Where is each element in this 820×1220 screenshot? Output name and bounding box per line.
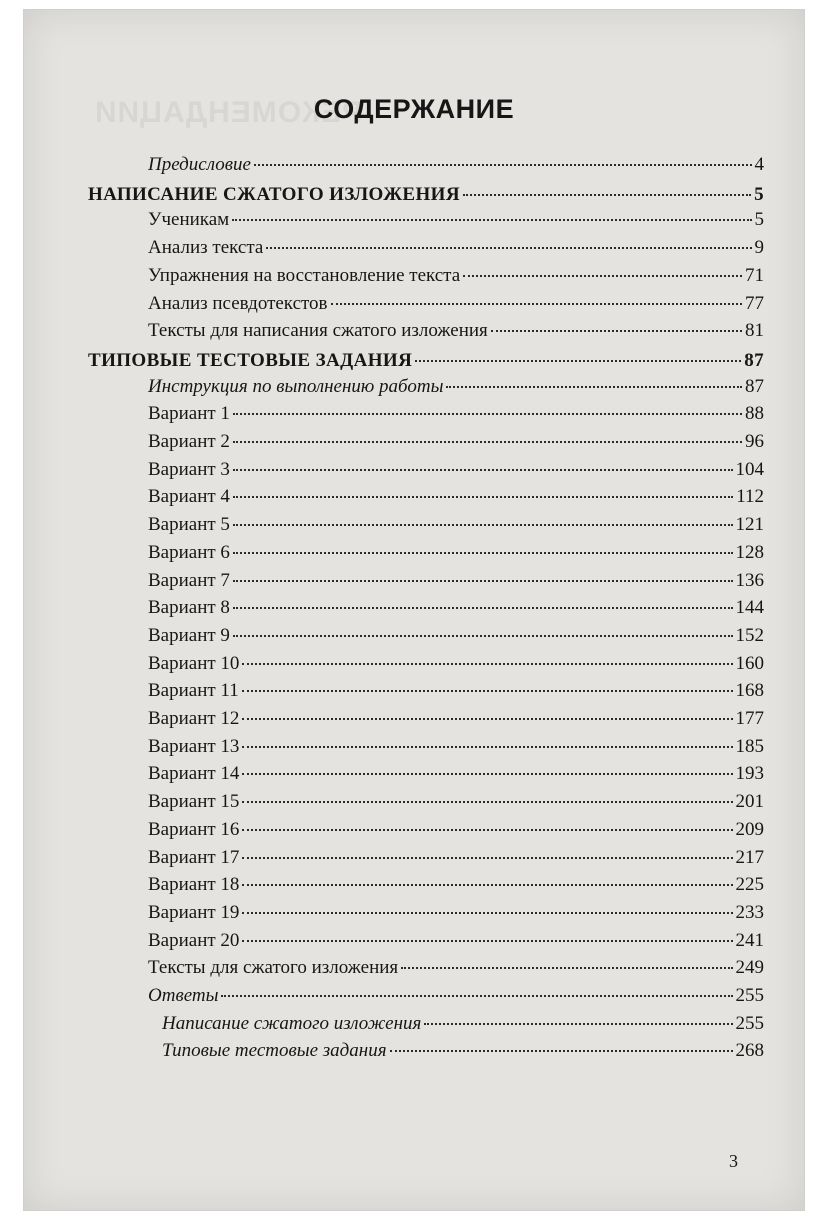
toc-entry [148, 318, 764, 344]
page-title: СОДЕРЖАНИЕ [313, 94, 515, 124]
toc-entry [148, 291, 764, 317]
toc-entry [148, 845, 764, 871]
toc-entry [148, 872, 764, 898]
toc-entry-page: 233 [735, 902, 764, 923]
toc-entry-page: 241 [735, 930, 764, 951]
dot-leader [233, 441, 742, 443]
toc-entry-page: 268 [735, 1040, 764, 1061]
dot-leader [233, 580, 733, 582]
toc-entry-page: 185 [735, 736, 764, 757]
toc-entry [148, 928, 764, 954]
dot-leader [242, 912, 732, 914]
show-through-text: РЕКОМЕНДАЦИИ [94, 96, 363, 129]
dot-leader [242, 884, 732, 886]
toc-entry [148, 761, 764, 787]
dot-leader [233, 607, 733, 609]
toc-entry-page: 255 [735, 985, 764, 1006]
dot-leader [242, 829, 732, 831]
toc-entry-page: 255 [735, 1013, 764, 1034]
toc-entry [148, 540, 764, 566]
toc-entry-page: 104 [735, 459, 764, 480]
dot-leader [242, 857, 732, 859]
toc-entry [148, 678, 764, 704]
toc-entry-page: 225 [735, 874, 764, 895]
toc-entry-page: 168 [735, 680, 764, 701]
toc-entry-page: 193 [735, 763, 764, 784]
toc-entry-label: Вариант 16 [148, 819, 240, 840]
toc-entry [148, 623, 764, 649]
dot-leader [242, 746, 732, 748]
toc-entry-page: 5 [754, 209, 764, 230]
toc-entry-label: Тексты для сжатого изложения [148, 957, 399, 978]
toc-entry-page: 4 [754, 154, 764, 175]
toc-entry-label: Ученикам [148, 209, 230, 230]
toc-entry-label: ТИПОВЫЕ ТЕСТОВЫЕ ЗАДАНИЯ [88, 350, 413, 371]
toc-entry [148, 651, 764, 677]
dot-leader [233, 496, 733, 498]
dot-leader [242, 718, 732, 720]
toc-entry-page: 112 [736, 486, 764, 507]
toc-entry-label: Вариант 4 [148, 486, 230, 507]
dot-leader [491, 330, 742, 332]
toc-entry-label: Вариант 13 [148, 736, 240, 757]
dot-leader [266, 247, 751, 249]
toc-entry-page: 121 [735, 514, 764, 535]
dot-leader [233, 413, 742, 415]
toc-entry [148, 983, 764, 1009]
dot-leader [232, 219, 751, 221]
toc-entry-label: Вариант 19 [148, 902, 240, 923]
toc-entry [148, 706, 764, 732]
toc-entry [148, 401, 764, 427]
toc-entry-label: Вариант 9 [148, 625, 230, 646]
toc-entry [148, 457, 764, 483]
toc-entry-page: 87 [745, 376, 764, 397]
toc-entry-page: 71 [745, 265, 764, 286]
toc-entry-page: 209 [735, 819, 764, 840]
toc-entry [162, 1011, 764, 1037]
toc-entry-page: 249 [735, 957, 764, 978]
toc-entry [148, 207, 764, 233]
toc-entry-page: 77 [745, 293, 764, 314]
toc-entry-label: Анализ текста [148, 237, 264, 258]
toc-entry-label: Инструкция по выполнению работы [148, 376, 444, 397]
dot-leader [221, 995, 732, 997]
toc-entry-page: 81 [745, 320, 764, 341]
toc-entry-page: 88 [745, 403, 764, 424]
toc-entry-page: 9 [754, 237, 764, 258]
dot-leader [233, 635, 733, 637]
dot-leader [254, 164, 752, 166]
dot-leader [242, 773, 732, 775]
toc-entry [88, 348, 764, 374]
toc-entry [148, 789, 764, 815]
toc-entry [148, 568, 764, 594]
toc-entry-label: Вариант 11 [148, 680, 239, 701]
toc-entry [148, 595, 764, 621]
toc-entry-label: Вариант 7 [148, 570, 230, 591]
toc-entry [162, 1038, 764, 1064]
book-page [24, 10, 804, 1210]
toc-entry-label: Вариант 20 [148, 930, 240, 951]
toc-entry [148, 152, 764, 178]
toc-entry [148, 235, 764, 261]
toc-entry [148, 955, 764, 981]
toc-entry-label: Вариант 10 [148, 653, 240, 674]
toc-entry-label: НАПИСАНИЕ СЖАТОГО ИЗЛОЖЕНИЯ [88, 184, 460, 205]
toc-entry-page: 96 [745, 431, 764, 452]
page-number: 3 [729, 1151, 738, 1171]
dot-leader [233, 552, 733, 554]
toc-entry-label: Упражнения на восстановление текста [148, 265, 461, 286]
dot-leader [415, 360, 741, 362]
toc-entry [148, 429, 764, 455]
toc-entry [148, 512, 764, 538]
toc-entry [148, 374, 764, 400]
toc-entry-label: Предисловие [148, 154, 251, 175]
toc-entry-label: Вариант 17 [148, 847, 240, 868]
toc-entry-page: 87 [744, 350, 764, 371]
toc-entry-label: Вариант 18 [148, 874, 240, 895]
toc-entry [148, 263, 764, 289]
toc-entry [148, 734, 764, 760]
toc-entry-label: Вариант 15 [148, 791, 240, 812]
toc-entry-page: 5 [754, 184, 764, 205]
dot-leader [233, 524, 733, 526]
toc-entry-label: Вариант 6 [148, 542, 230, 563]
dot-leader [242, 663, 732, 665]
dot-leader [242, 690, 733, 692]
dot-leader [446, 386, 742, 388]
toc-entry-label: Вариант 5 [148, 514, 230, 535]
toc-entry-label: Типовые тестовые задания [162, 1040, 387, 1061]
toc-entry-label: Вариант 12 [148, 708, 240, 729]
dot-leader [242, 801, 732, 803]
toc-entry [148, 484, 764, 510]
toc-entry-page: 201 [735, 791, 764, 812]
toc-entry-page: 128 [735, 542, 764, 563]
toc-entry-label: Вариант 3 [148, 459, 230, 480]
toc-entry-label: Анализ псевдотекстов [148, 293, 328, 314]
dot-leader [331, 303, 742, 305]
toc-entry [88, 182, 764, 208]
dot-leader [463, 275, 742, 277]
toc-entry-label: Вариант 14 [148, 763, 240, 784]
toc-entry-label: Ответы [148, 985, 219, 1006]
toc-entry [148, 817, 764, 843]
toc-entry-page: 136 [735, 570, 764, 591]
dot-leader [233, 469, 733, 471]
toc-entry-page: 152 [735, 625, 764, 646]
dot-leader [401, 967, 732, 969]
toc-entry-label: Написание сжатого изложения [162, 1013, 422, 1034]
toc-entry-label: Тексты для написания сжатого изложения [148, 320, 488, 341]
toc-entry-page: 177 [735, 708, 764, 729]
toc-entry-label: Вариант 8 [148, 597, 230, 618]
dot-leader [242, 940, 732, 942]
toc-entry [148, 900, 764, 926]
toc-entry-label: Вариант 2 [148, 431, 230, 452]
toc-entry-page: 217 [735, 847, 764, 868]
dot-leader [390, 1050, 733, 1052]
toc-entry-page: 160 [735, 653, 764, 674]
dot-leader [463, 194, 751, 196]
toc-entry-page: 144 [735, 597, 764, 618]
dot-leader [424, 1023, 732, 1025]
toc-entry-label: Вариант 1 [148, 403, 230, 424]
